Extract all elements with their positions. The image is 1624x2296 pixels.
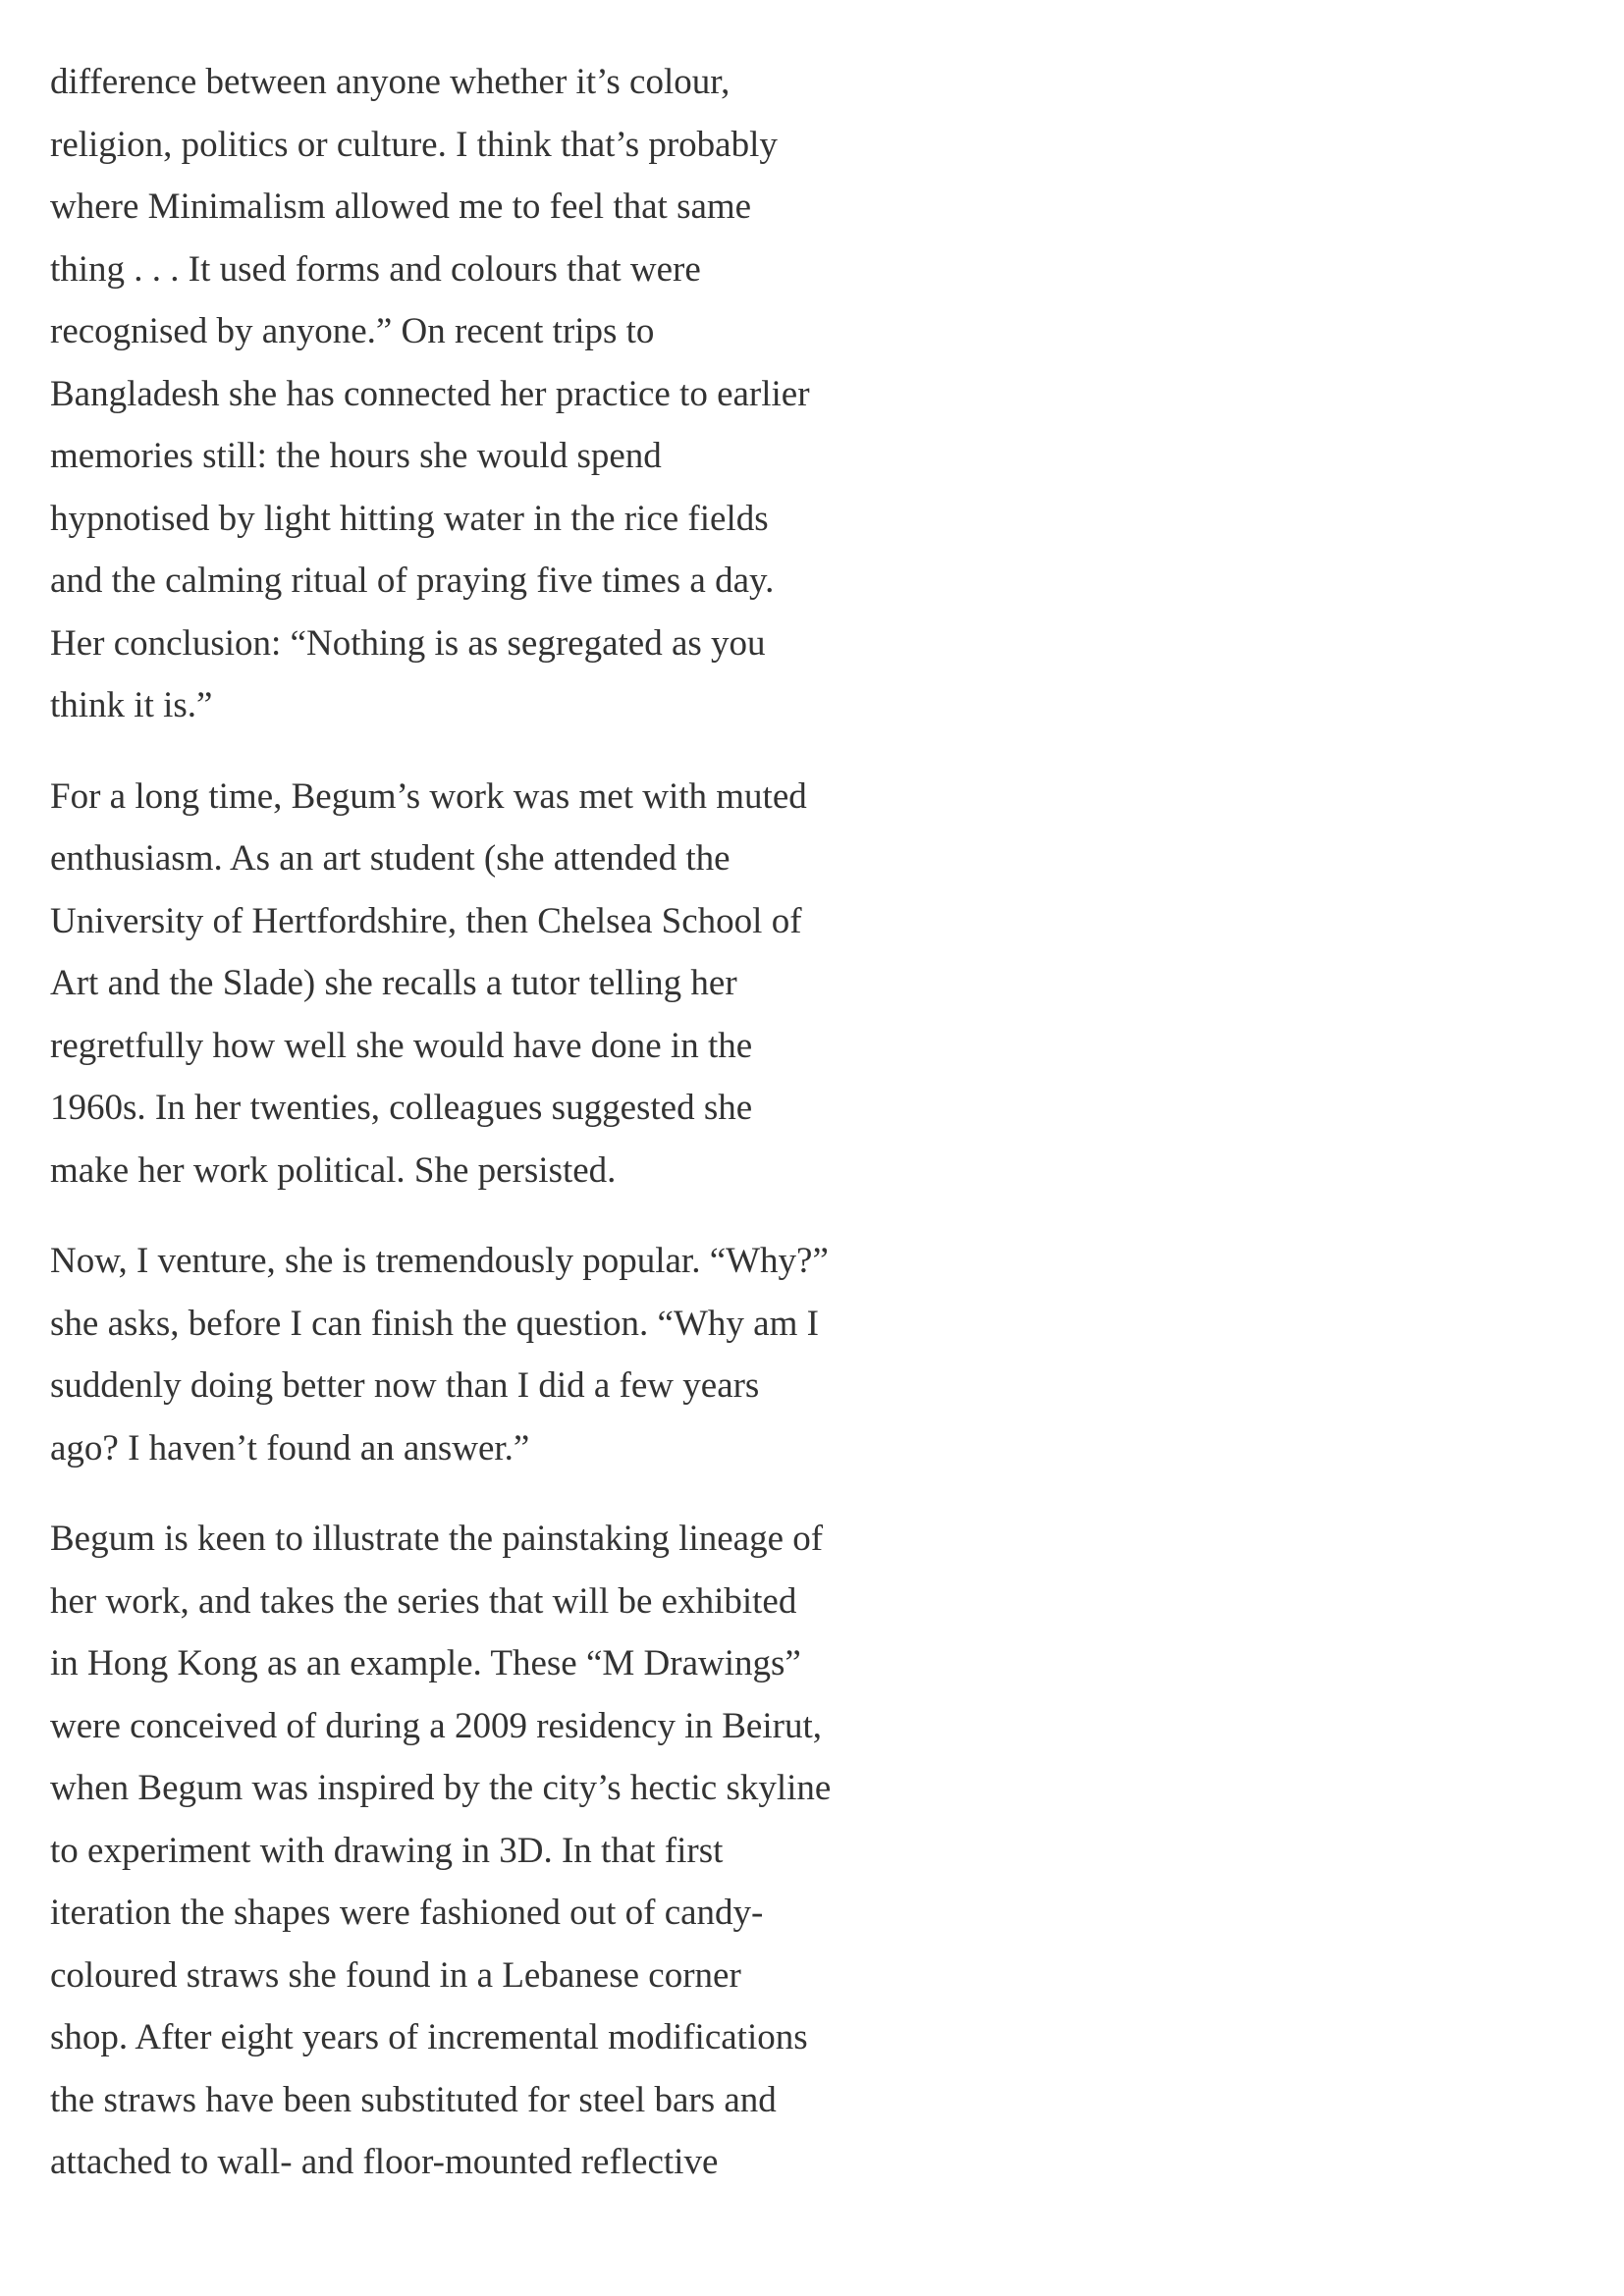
text-line: in Hong Kong as an example. These “M Drawings” bbox=[50, 1643, 801, 1683]
text-line: Bangladesh she has connected her practice to earlier bbox=[50, 373, 810, 414]
text-line: Begum is keen to illustrate the painstaking lineage of bbox=[50, 1519, 824, 1559]
text-line: recognised by anyone.” On recent trips to bbox=[50, 311, 655, 351]
text-line: were conceived of during a 2009 residency in Beirut, bbox=[50, 1705, 822, 1746]
text-line: when Begum was inspired by the city’s hectic skyline bbox=[50, 1768, 832, 1808]
paragraph-4 bbox=[50, 1508, 934, 2194]
text-line: memories still: the hours she would spend bbox=[50, 436, 662, 476]
text-line: suddenly doing better now than I did a few years bbox=[50, 1365, 760, 1406]
text-line: she asks, before I can finish the question. “Why am I bbox=[50, 1303, 819, 1344]
text-line: Now, I venture, she is tremendously popular. “Why?” bbox=[50, 1241, 829, 1281]
text-line: regretfully how well she would have done in the bbox=[50, 1025, 753, 1066]
text-line: hypnotised by light hitting water in the rice fields bbox=[50, 498, 769, 539]
text-line: For a long time, Begum’s work was met with muted bbox=[50, 775, 807, 817]
text-line: religion, politics or culture. I think that’s probably bbox=[50, 124, 778, 165]
text-line: ago? I haven’t found an answer.” bbox=[50, 1427, 530, 1468]
text-line: the straws have been substituted for steel bars and bbox=[50, 2079, 777, 2120]
paragraph-1 bbox=[50, 51, 934, 737]
text-line: where Minimalism allowed me to feel that same bbox=[50, 187, 752, 227]
text-line: thing . . . It used forms and colours that were bbox=[50, 248, 701, 290]
text-line: to experiment with drawing in 3D. In that first bbox=[50, 1830, 724, 1871]
article-body bbox=[50, 51, 934, 2222]
text-line: iteration the shapes were fashioned out of candy- bbox=[50, 1893, 764, 1933]
text-line: shop. After eight years of incremental modifications bbox=[50, 2017, 808, 2057]
text-line: 1960s. In her twenties, colleagues suggested she bbox=[50, 1088, 753, 1128]
text-line: coloured straws she found in a Lebanese corner bbox=[50, 1954, 741, 1996]
text-line: Her conclusion: “Nothing is as segregated as you bbox=[50, 622, 766, 664]
text-line: her work, and takes the series that will be exhibited bbox=[50, 1580, 797, 1622]
paragraph-2 bbox=[50, 766, 934, 1202]
text-line: and the calming ritual of praying five times a day. bbox=[50, 561, 775, 601]
text-line: make her work political. She persisted. bbox=[50, 1149, 617, 1191]
text-line: enthusiasm. As an art student (she attended the bbox=[50, 838, 731, 879]
text-line: Art and the Slade) she recalls a tutor telling her bbox=[50, 963, 737, 1003]
text-line: University of Hertfordshire, then Chelsea School of bbox=[50, 900, 802, 941]
text-line: think it is.” bbox=[50, 685, 213, 725]
paragraph-3 bbox=[50, 1230, 934, 1479]
text-line: attached to wall- and floor-mounted reflective bbox=[50, 2142, 719, 2182]
text-line: difference between anyone whether it’s colour, bbox=[50, 62, 731, 102]
